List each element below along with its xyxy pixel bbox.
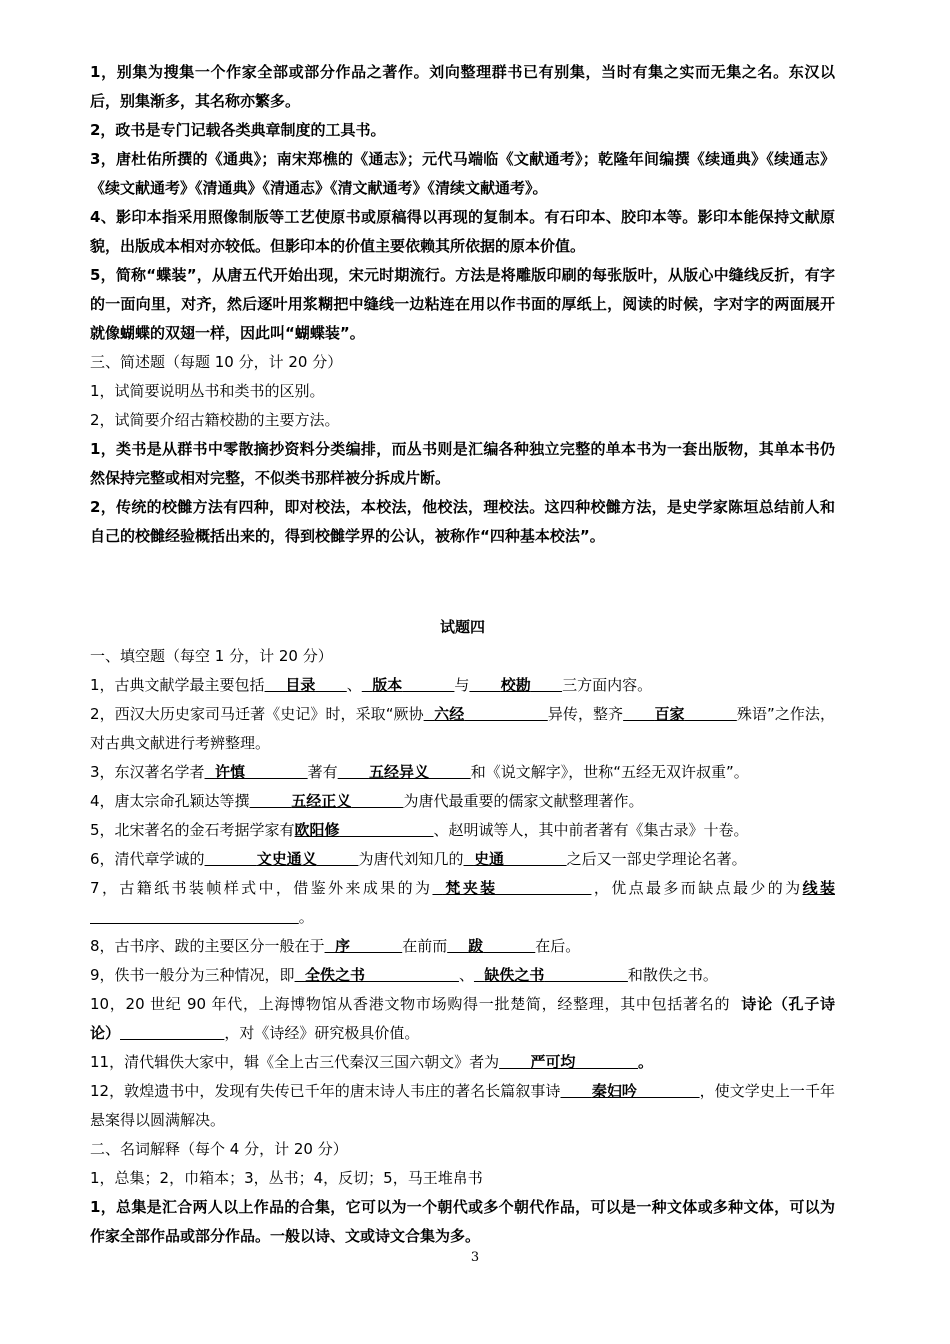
section-2-heading: 二、名词解释（每个 4 分，计 20 分） <box>90 1140 348 1158</box>
question-2: 2，试简要介绍古籍校勘的主要方法。 <box>90 411 340 429</box>
short-answer-1: 1，类书是从群书中零散摘抄资料分类编排，而丛书则是汇编各种独立完整的单本书为一套出版物，其单本书仍然保持完整或相对完整，不似类书那样被分拆成片断。 <box>90 440 835 487</box>
fill-item-6: 6，清代章学诚的 文史通义 为唐代刘知几的 史通 之后又一部史学理论名著。 <box>90 850 747 868</box>
page-number: 3 <box>470 1250 480 1265</box>
fill-item-8: 8，古书序、跋的主要区分一般在于 序 在前而 跋 在后。 <box>90 937 581 955</box>
answer-4: 4、影印本指采用照像制版等工艺使原书或原稿得以再现的复制本。有石印本、胶印本等。影印本能保持文献原貌，出版成本相对亦较低。但影印本的价值主要依赖其所依据的原本价值。 <box>90 208 835 255</box>
section-1-heading: 一、填空题（每空 1 分，计 20 分） <box>90 647 333 665</box>
document-page <box>90 58 835 1251</box>
fill-item-12: 12，敦煌遗书中，发现有失传已千年的唐末诗人韦庄的著名长篇叙事诗 秦妇吟 ，使文学史上一千年悬案得以圆满解决。 <box>90 1082 835 1129</box>
short-answer-2: 2，传统的校雠方法有四种，即对校法，本校法，他校法，理校法。这四种校雠方法，是史学家陈垣总结前人和自己的校雠经验概括出来的，得到校雠学界的公认，被称作“四种基本校法”。 <box>90 498 835 545</box>
fill-item-4: 4，唐太宗命孔颖达等撰 五经正义 为唐代最重要的儒家文献整理著作。 <box>90 792 644 810</box>
answer-1: 1，别集为搜集一个作家全部或部分作品之著作。刘向整理群书已有别集，当时有集之实而无集之名。东汉以后，别集渐多，其名称亦繁多。 <box>90 63 835 110</box>
answer-3: 3，唐杜佑所撰的《通典》；南宋郑樵的《通志》；元代马端临《文献通考》；乾隆年间编撰《续通典》《续通志》《续文献通考》《清通典》《清通志》《清文献通考》《清续文献通考》。 <box>90 150 835 197</box>
section-3-heading: 三、简述题（每题 10 分，计 20 分） <box>90 353 343 371</box>
fill-item-1: 1，古典文献学最主要包括 目录 、 版本 与 校勘 三方面内容。 <box>90 676 653 694</box>
fill-item-5: 5，北宋著名的金石考据学家有欧阳修 、赵明诚等人，其中前者著有《集古录》十卷。 <box>90 821 749 839</box>
fill-item-7: 7，古籍纸书装帧样式中，借鉴外来成果的为 梵夹装 ，优点最多而缺点最少的为线装 。 <box>90 879 835 926</box>
answer-5: 5，简称“蝶装”，从唐五代开始出现，宋元时期流行。方法是将雕版印刷的每张版叶，从版心中缝线反折，有字的一面向里，对齐，然后逐叶用浆糊把中缝线一边粘连在用以作书面的厚纸上，阅读的时候，字对字的两面展开就像蝴蝶的双翅一样，因此叫“蝴蝶装”。 <box>90 266 835 342</box>
terms-list: 1，总集；2，巾箱本；3，丛书；4，反切；5，马王堆帛书 <box>90 1169 483 1187</box>
spacer <box>90 551 835 609</box>
question-1: 1，试简要说明丛书和类书的区别。 <box>90 382 325 400</box>
exam-title: 试题四 <box>439 618 485 636</box>
fill-item-11: 11，清代辑佚大家中，辑《全上古三代秦汉三国六朝文》者为 严可均 。 <box>90 1053 654 1071</box>
fill-item-10: 10，20 世纪 90 年代，上海博物馆从香港文物市场购得一批楚简，经整理，其中包括著名的 诗论（孔子诗论） ，对《诗经》研究极具价值。 <box>90 995 835 1042</box>
fill-item-3: 3，东汉著名学者 许慎 著有 五经异义 和《说文解字》，世称“五经无双许叔重”。 <box>90 763 749 781</box>
answer-2: 2，政书是专门记载各类典章制度的工具书。 <box>90 121 386 139</box>
fill-item-2: 2，西汉大历史家司马迁著《史记》时，采取“厥协 六经 异传，整齐 百家 殊语”之作法，对古典文献进行考辨整理。 <box>90 705 835 752</box>
fill-item-9: 9，佚书一般分为三种情况，即 全佚之书 、 缺佚之书 和散佚之书。 <box>90 966 718 984</box>
term-answer-1: 1，总集是汇合两人以上作品的合集，它可以为一个朝代或多个朝代作品，可以是一种文体或多种文体，可以为作家全部作品或部分作品。一般以诗、文或诗文合集为多。 <box>90 1198 835 1245</box>
